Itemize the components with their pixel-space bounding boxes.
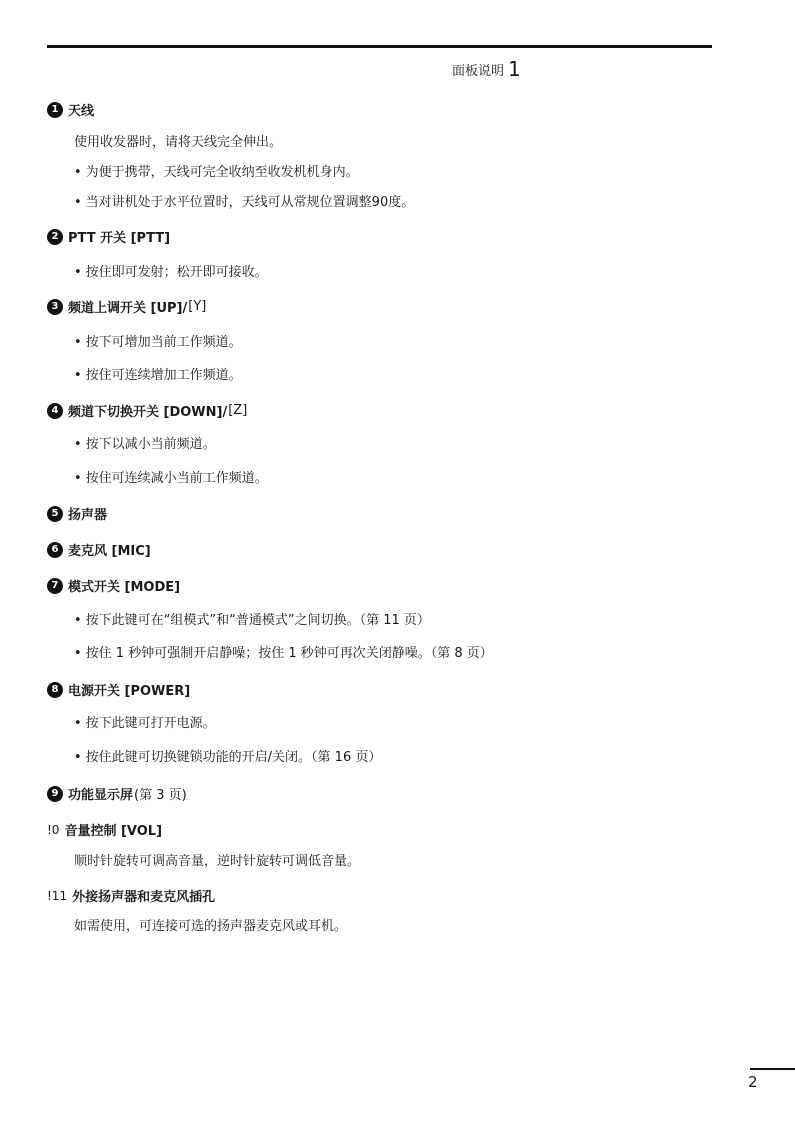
- section-heading-channel-up: [47, 297, 206, 316]
- bullet-item: • 按住即可发射；松开即可接收。: [74, 261, 268, 280]
- section-title: 天线: [68, 104, 95, 119]
- bullet-item: • 按住 1 秒钟可强制开启静噪；按住 1 秒钟可再次关闭静噪。（第 8 页）: [74, 642, 493, 661]
- section-heading-antenna: [47, 100, 94, 119]
- section-title: 扬声器: [68, 508, 108, 523]
- section-title-suffix: [Y]: [188, 299, 207, 314]
- section-heading-speaker: [47, 504, 107, 523]
- section-number-badge: 8: [47, 682, 63, 698]
- section-number-badge: 3: [47, 299, 63, 315]
- section-title: 外接扬声器和麦克风插孔: [72, 890, 216, 905]
- section-title: 音量控制 [VOL]: [64, 824, 163, 839]
- bullet-item: • 为便于携带，天线可完全收纳至收发机机身内。: [74, 161, 359, 180]
- bullet-item: • 按下以减小当前频道。: [74, 433, 216, 452]
- section-title: 频道上调开关 [UP]/: [68, 301, 188, 316]
- header-title: 面板说明: [452, 64, 505, 79]
- page-header: [452, 56, 521, 80]
- header-rule: [47, 45, 712, 48]
- section-heading-display: [47, 784, 187, 803]
- section-number-badge: 2: [47, 229, 63, 245]
- bullet-item: • 按住此键可切换键锁功能的开启/关闭。（第 16 页）: [74, 746, 381, 765]
- paragraph: 顺时针旋转可调高音量，逆时针旋转可调低音量。: [74, 854, 361, 869]
- section-number-badge: 5: [47, 506, 63, 522]
- section-title: 功能显示屏: [68, 788, 134, 803]
- page-number: 2: [748, 1073, 758, 1091]
- section-heading-volume: [47, 820, 162, 839]
- section-number-badge: 9: [47, 786, 63, 802]
- section-number-badge: 4: [47, 403, 63, 419]
- bullet-item: • 按住可连续减小当前工作频道。: [74, 467, 268, 486]
- section-number-badge: 7: [47, 578, 63, 594]
- section-number-label: !0: [47, 822, 60, 837]
- section-heading-mic: [47, 540, 151, 559]
- section-heading-channel-down: [47, 401, 247, 420]
- chapter-number: 1: [508, 57, 521, 81]
- footer-rule: [750, 1068, 795, 1070]
- section-title: PTT 开关 [PTT]: [68, 231, 171, 246]
- section-title-suffix: [Z]: [228, 403, 248, 418]
- section-heading-ptt: [47, 227, 170, 246]
- section-number-badge: 6: [47, 542, 63, 558]
- section-title: 模式开关 [MODE]: [68, 580, 181, 595]
- paragraph: 如需使用，可连接可选的扬声器麦克风或耳机。: [74, 919, 348, 934]
- bullet-item: • 当对讲机处于水平位置时，天线可从常规位置调整90度。: [74, 191, 414, 210]
- bullet-item: • 按下此键可在“组模式”和“普通模式”之间切换。（第 11 页）: [74, 609, 430, 628]
- section-number-badge: 1: [47, 102, 63, 118]
- section-title: 电源开关 [POWER]: [68, 684, 191, 699]
- section-heading-mode: [47, 576, 180, 595]
- section-title-suffix: (第 3 页): [134, 788, 187, 803]
- bullet-item: • 按下可增加当前工作频道。: [74, 331, 242, 350]
- bullet-item: • 按下此键可打开电源。: [74, 712, 216, 731]
- bullet-item: • 按住可连续增加工作频道。: [74, 364, 242, 383]
- section-title: 麦克风 [MIC]: [68, 544, 151, 559]
- section-number-label: !11: [47, 888, 68, 903]
- paragraph: 使用收发器时，请将天线完全伸出。: [74, 135, 283, 150]
- section-heading-external-jack: [47, 886, 215, 905]
- section-heading-power: [47, 680, 190, 699]
- section-title: 频道下切换开关 [DOWN]/: [68, 405, 228, 420]
